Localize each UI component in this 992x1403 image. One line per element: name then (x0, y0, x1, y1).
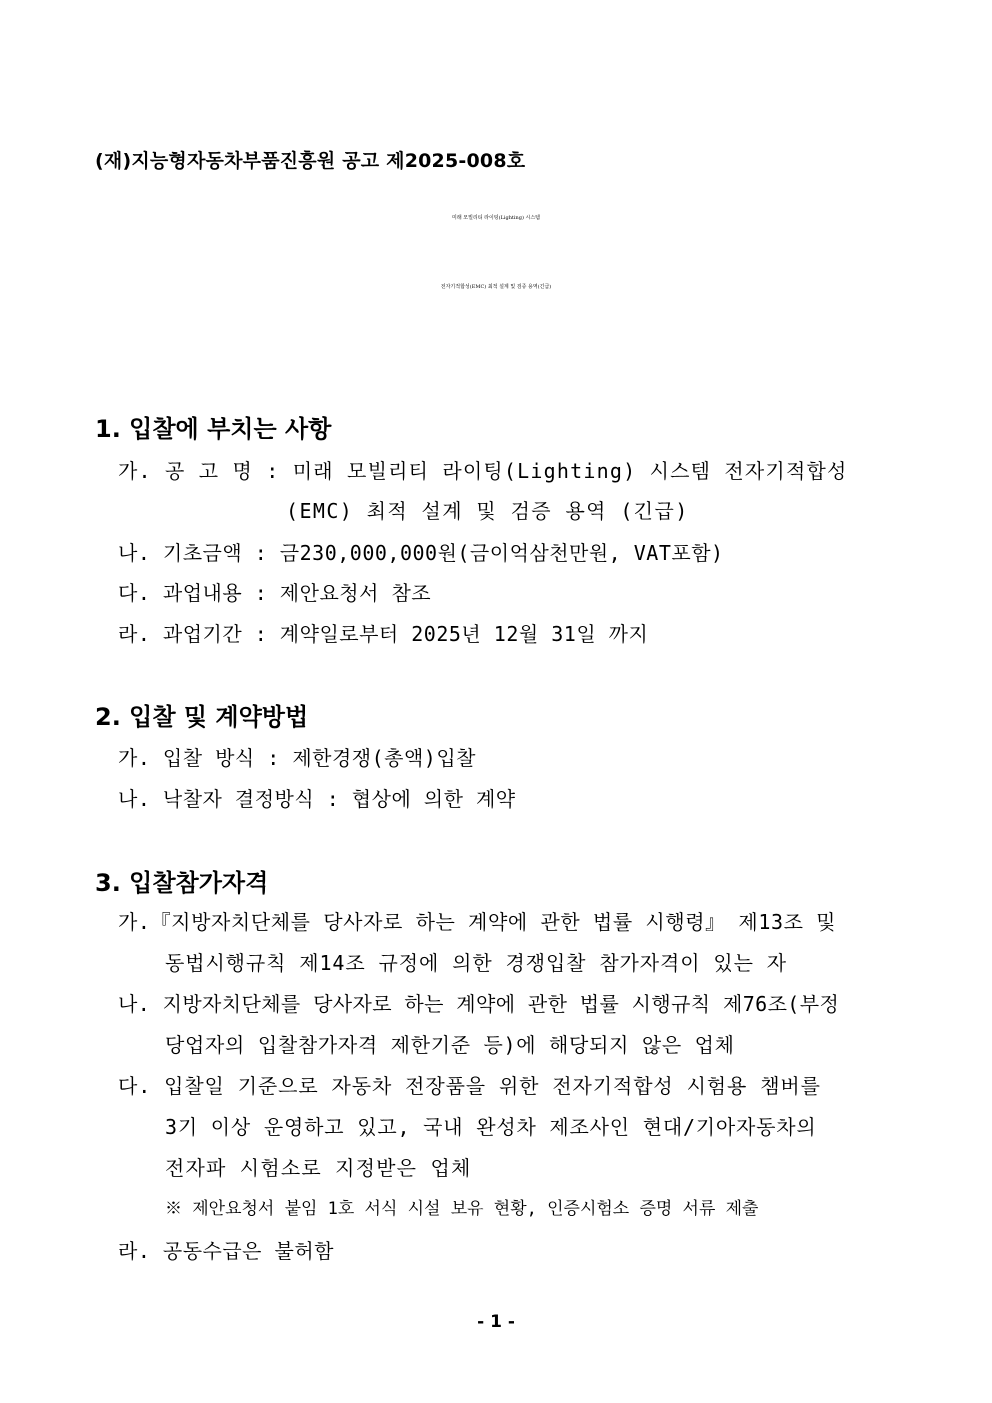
page-number: - 1 - (477, 1312, 515, 1332)
section-3-item-b-line-1: 나. 지방자치단체를 당사자로 하는 계약에 관한 법률 시행규칙 제76조(부정 (118, 992, 840, 1016)
section-3-item-c-line-2: 3기 이상 운영하고 있고, 국내 완성차 제조사인 현대/기아자동차의 (165, 1115, 817, 1139)
section-3-heading: 3. 입찰참가자격 (95, 869, 269, 897)
section-2-item-a: 가. 입찰 방식 : 제한경쟁(총액)입찰 (118, 746, 476, 770)
section-1-item-c: 다. 과업내용 : 제안요청서 참조 (118, 581, 432, 605)
section-1-item-a-line-1: 가. 공 고 명 : 미래 모빌리티 라이팅(Lighting) 시스템 전자기적합성 (118, 459, 848, 483)
section-3-item-c-note: ※ 제안요청서 붙임 1호 서식 시설 보유 현황, 인증시험소 증명 서류 제출 (165, 1199, 759, 1219)
section-3-item-a-line-1: 가.『지방자치단체를 당사자로 하는 계약에 관한 법률 시행령』 제13조 및 (118, 910, 837, 934)
section-3-item-c-line-1: 다. 입찰일 기준으로 자동차 전장품을 위한 전자기적합성 시험용 챔버를 (118, 1074, 821, 1098)
section-3-item-a-line-2: 동법시행규칙 제14조 규정에 의한 경쟁입찰 참가자격이 있는 자 (165, 951, 787, 975)
section-3-item-c-line-3: 전자파 시험소로 지정받은 업체 (165, 1156, 472, 1180)
section-2-item-b: 나. 낙찰자 결정방식 : 협상에 의한 계약 (118, 787, 516, 811)
section-1-heading: 1. 입찰에 부치는 사항 (95, 415, 332, 443)
section-1-item-d: 라. 과업기간 : 계약일로부터 2025년 12월 31일 까지 (118, 622, 649, 646)
section-1-item-b: 나. 기초금액 : 금230,000,000원(금이억삼천만원, VAT포함) (118, 541, 724, 565)
section-1-item-a-line-2: (EMC) 최적 설계 및 검증 용역 (긴급) (286, 499, 689, 523)
document-title-line-1: 미래 모빌리티 라이팅(Lighting) 시스템 (451, 215, 540, 221)
document-title-line-2: 전자기적합성(EMC) 최적 설계 및 검증 용역(긴급) (440, 284, 552, 290)
notice-number: (재)지능형자동차부품진흥원 공고 제2025-008호 (95, 150, 526, 172)
section-2-heading: 2. 입찰 및 계약방법 (95, 703, 309, 731)
section-3-item-d: 라. 공동수급은 불허함 (118, 1239, 335, 1263)
section-3-item-b-line-2: 당업자의 입찰참가자격 제한기준 등)에 해당되지 않은 업체 (165, 1033, 735, 1057)
